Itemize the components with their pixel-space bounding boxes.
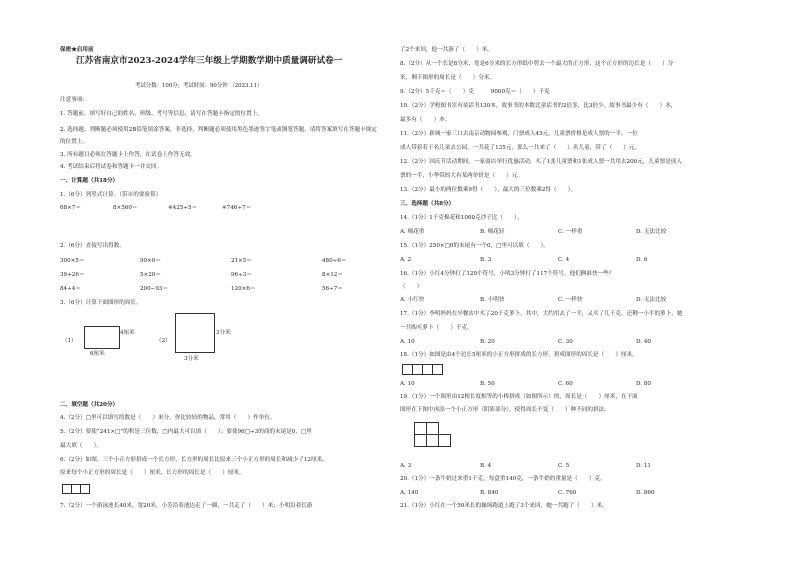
option-d: D. 6 [636, 257, 648, 263]
question-10-cont: 最多有（ ）本。 [400, 117, 451, 123]
small-square [438, 434, 451, 447]
option-c: C. 一样重 [558, 229, 583, 235]
option-c: C. 760 [558, 490, 577, 496]
calc-item: 68×7＝ [60, 205, 81, 211]
question-18: 18.（1分）如图是由4个边长5厘米的小正方形拼成的长方形，拼成图形的周长是（ ）厘米。 [400, 352, 638, 358]
question-7: 7.（2分）一个游泳池长40米，宽20米，小芳沿着池边走了一圈，一共走了（ ）米；小明沿着长游 [60, 503, 313, 509]
option-d: D. 无法比较 [636, 297, 667, 303]
small-square [432, 364, 443, 375]
rectangle-figure [84, 326, 120, 349]
confidential-mark: 保密★启用前 [60, 47, 94, 53]
question-9: 9.（2分）5千克＝（ ）克 9000克＝（ ）千克 [400, 89, 550, 95]
question-6: 6.（2分）如图，三个小正方形拼成一个长方形，长方形的周长比原来三个小正方形的周长和减少了12厘米， [60, 457, 328, 463]
calc-item: ※746÷7＝ [222, 205, 252, 211]
option-b: B. 棉花轻 [480, 229, 505, 235]
calc-item: 480÷6＝ [322, 258, 347, 264]
section-heading: 一、计算题（共18分） [60, 178, 119, 184]
question-10: 10.（2分）学校图书室有童话书130本，故事书的本数比童话书的2倍多，比3倍少，故事书最少有（ ）本， [400, 103, 677, 109]
right-column [400, 0, 740, 562]
option-a: A. 10 [400, 381, 415, 387]
option-c: C. 5 [558, 463, 570, 469]
question-4: 4.（2分）□里可以填写的数是（ ）来分，你比较轻的物品，常用（ ）作单位。 [60, 415, 276, 421]
option-d: D. 80 [636, 381, 651, 387]
option-c: C. 一样快 [558, 297, 583, 303]
notice-item: 2. 选择题、判断题必须使用2B铅笔填涂答案，非选择、判断题必须使用黑色墨迹签字笔或钢笔答题，请将答案填写在答题卡规定的位置上。 [60, 127, 377, 145]
option-a: A. 棉花重 [400, 229, 425, 235]
option-c: C. 60 [558, 381, 573, 387]
question-13: 13.（2分）最小的两位数乘9得（ ），最大的三位数乘2得（ ）。 [400, 187, 577, 193]
option-a: A. 140 [400, 490, 419, 496]
question-2: 2.（6分）直接写出得数。 [60, 243, 125, 249]
question-21: 21.（1分）小红在一个50米长的操场跑道上跑了3个来回，她一共跑了（ ）米。 [400, 503, 608, 509]
option-a: A. 2 [400, 257, 412, 263]
square-figure [175, 313, 215, 353]
question-14: 14.（1分）1千克棉花和1000克沙子比（ ）。 [400, 215, 523, 221]
rectangle-bottom-label: 6厘米 [90, 351, 105, 357]
exam-title: 江苏省南京市2023-2024学年三年级上学期数学期中质量调研试卷一 [76, 56, 343, 66]
square-side-label: 3分米 [216, 330, 231, 336]
calc-item: 96÷3＝ [231, 272, 252, 278]
question-19-cont: 图形在下图中再添一个小正方形（阴影部分），使得周长不变（ ）种不同的拼法。 [400, 407, 610, 413]
notice-item: 1. 答题前，填写好自己的姓名、班级、考号等信息，请写在答题卡指定的位置上。 [60, 111, 263, 117]
option-c: C. 4 [558, 257, 570, 263]
calc-item: 39+26＝ [60, 272, 85, 278]
small-square [80, 484, 90, 494]
option-d: D. 11 [636, 463, 651, 469]
option-a: A. 10 [400, 339, 415, 345]
square-bottom-label: 3分米 [184, 356, 199, 362]
rectangle-side-label: 4厘米 [120, 330, 135, 336]
left-column [60, 0, 390, 562]
question-12-cont: 票的一半，小华带的大有某两单价是（ ）元。 [400, 173, 524, 179]
notice-item: 4. 考试结束后将试卷和答题卡一并交回。 [60, 164, 163, 170]
question-1: 1.（6分）列竖式计算。（带※的要验算） [60, 192, 162, 198]
question-12: 12.（2分）国庆节活动期间，一家商店举行优惠活动，买了1张儿童票和1张成人票一共用去200元，儿童票是成人 [400, 159, 682, 165]
calc-item: ※425÷5＝ [168, 205, 198, 211]
option-b: B. 50 [480, 381, 495, 387]
question-11: 11.（2分）新城一家三口去南京动物园参观，门票成人45元，儿童票价格是成人票的一半。一位 [400, 131, 638, 137]
question-8: 8.（2分）从一个长是8分米，宽是6分米的长方形纸中剪去一个最大的正方形，这个正方形的边长是（ ）分 [400, 61, 674, 67]
calc-item: 21×5＝ [231, 258, 252, 264]
calc-item: 99×0＝ [140, 258, 161, 264]
calc-item: 120×6＝ [231, 286, 256, 292]
section-heading: 二、填空题（共20分） [60, 402, 119, 408]
option-a: A. 3 [400, 463, 412, 469]
question-8-cont: 米，剩下图形的周长是（ ）分米。 [400, 75, 496, 81]
calc-item: 5×20＝ [140, 272, 161, 278]
question-17-cont: 一共购买萝卜（ ）千克。 [400, 325, 473, 331]
option-c: C. 30 [558, 339, 573, 345]
question-17: 17.（1分）李明妈妈在早餐店中买了20千克萝卜，其中，大约用去了一半，又买了几千克，还剩一小半的萝卜，她 [400, 311, 683, 317]
option-b: B. 小明快 [480, 297, 505, 303]
question-20: 20.（1分）一条牛奶过来重1千克，每盒重140克，一条牛奶的重量是（ ）克。 [400, 476, 606, 482]
calc-item: 56÷7＝ [322, 286, 343, 292]
option-d: D. 无法比较 [636, 229, 667, 235]
question-19: 19.（1分）一个图形由12根长度相等的小棒拼成（如图所示）的，周长是（ ）厘米，在下面 [400, 394, 638, 400]
answer-blank: （ ） [400, 284, 423, 290]
question-5-cont: 最大填（ ）。 [60, 443, 102, 449]
calc-item: 84÷4＝ [60, 286, 81, 292]
calc-item: 8×12＝ [322, 272, 343, 278]
notice-item: 3. 所有题目必须在答题卡上作答，在试卷上作答无效。 [60, 152, 196, 158]
section-heading: 三、选择题（共8分） [400, 201, 455, 207]
option-b: B. 20 [480, 339, 495, 345]
question-3: 3.（6分）计算下面图形的周长。 [60, 300, 142, 306]
option-b: B. 3 [480, 257, 492, 263]
figure-1-number: （1） [62, 338, 77, 344]
calc-item: 300×5＝ [60, 258, 85, 264]
question-15: 15.（1分）250×□0的末尾有一个0，□里可以填（ ）。 [400, 243, 549, 249]
option-b: B. 4 [480, 463, 492, 469]
option-a: A. 小红快 [400, 297, 425, 303]
question-7-cont: 了2个来回，他一共游了（ ）米。 [400, 47, 494, 53]
option-d: D. 40 [636, 339, 651, 345]
question-5: 5.（2分）要使“241×□”的积是三位数，□内最大可以填（ ）；要使96□÷3的商的末尾是0，□里 [60, 429, 312, 435]
option-d: D. 860 [636, 490, 655, 496]
exam-subtitle: 考试分数：100分；考试时间：90分钟 （2023.11） [135, 83, 263, 89]
question-6-cont: 原来每个小正方形的周长是（ ）厘米，长方形的周长是（ ）厘米。 [60, 470, 245, 476]
option-b: B. 840 [480, 490, 499, 496]
calc-item: 8×560＝ [113, 205, 138, 211]
figure-2-number: （2） [156, 338, 171, 344]
notice-heading: 注意事项： [60, 97, 88, 103]
question-16: 16.（1分）小红4分钟打了120个符号，小明3分钟打了117个符号。他们俩谁快一些？ [400, 271, 615, 277]
calc-item: 200−93＝ [140, 286, 169, 292]
question-11-cont: 成人带着若干名儿童去公园，一共花了135元，那么一共来了（ ）名儿童，带了（ ）元。 [400, 145, 641, 151]
